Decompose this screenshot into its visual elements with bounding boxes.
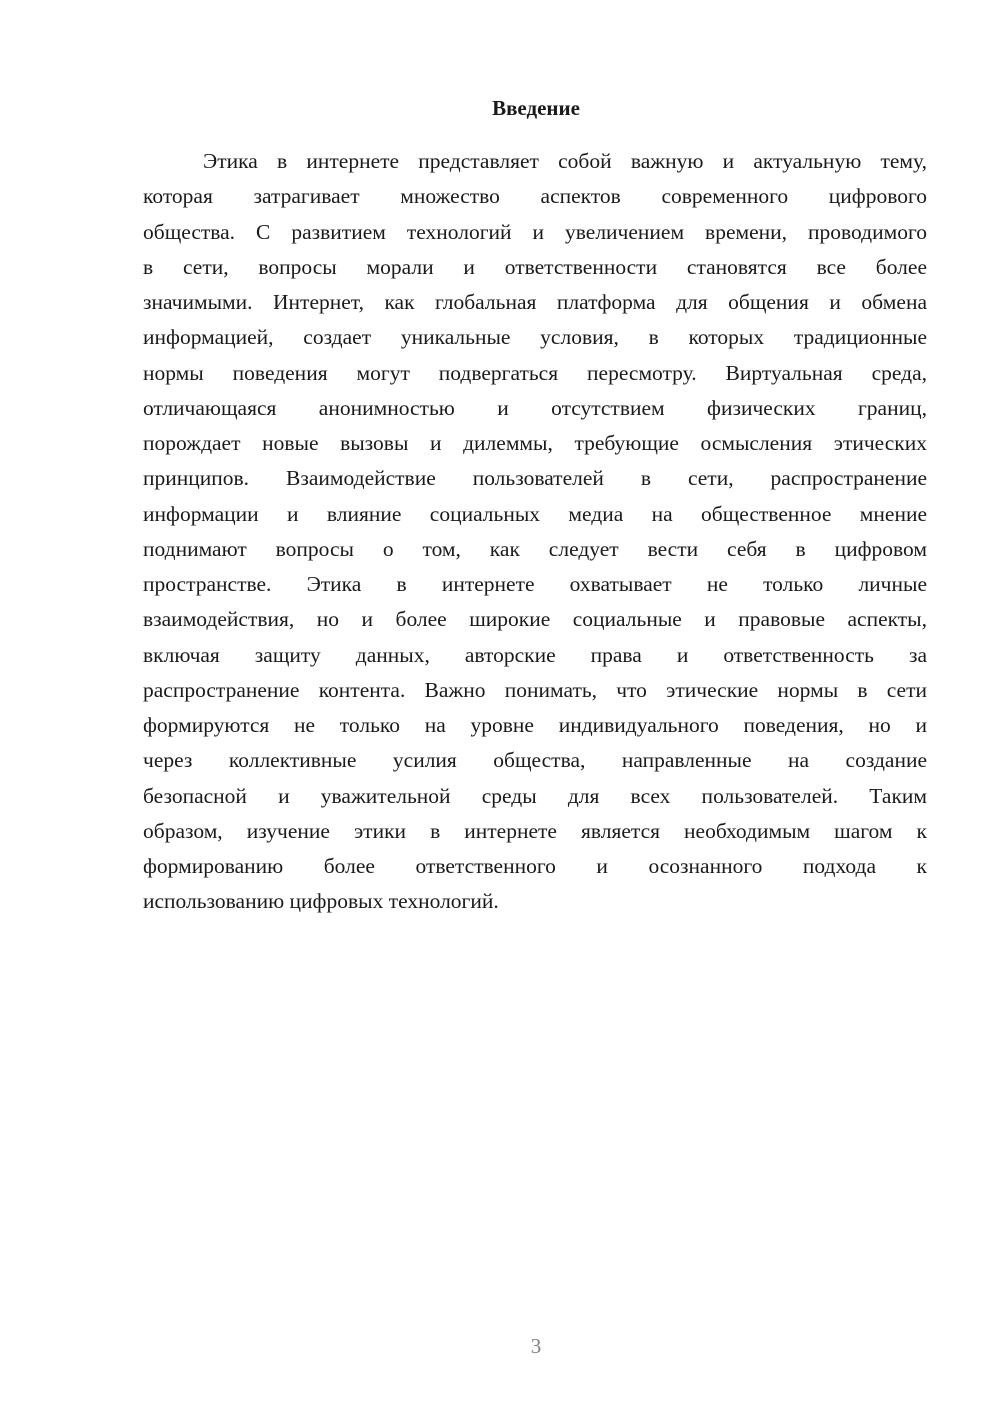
- paragraph-line: включая защиту данных, авторские права и ответственность за: [143, 642, 927, 667]
- paragraph-line: образом, изучение этики в интернете является необходимым шагом к: [143, 818, 927, 843]
- paragraph-line: Этика в интернете представляет собой важную и актуальную тему,: [203, 149, 927, 173]
- paragraph-line: принципов. Взаимодействие пользователей в сети, распространение: [143, 466, 927, 491]
- paragraph-line: порождает новые вызовы и дилеммы, требующие осмысления этических: [143, 431, 927, 455]
- paragraph-line: нормы поведения могут подвергаться пересмотру. Виртуальная среда,: [143, 360, 927, 385]
- paragraph-line: безопасной и уважительной среды для всех пользователей. Таким: [143, 783, 927, 808]
- section-heading: Введение: [492, 96, 580, 120]
- body-paragraph: [143, 144, 927, 920]
- paragraph-line: информацией, создает уникальные условия, в которых традиционные: [143, 325, 927, 350]
- paragraph-line: использованию цифровых технологий.: [143, 889, 499, 914]
- paragraph-line: через коллективные усилия общества, направленные на создание: [143, 748, 927, 773]
- paragraph-line: общества. С развитием технологий и увеличением времени, проводимого: [143, 219, 927, 244]
- paragraph-line: в сети, вопросы морали и ответственности становятся все более: [143, 254, 927, 279]
- paragraph-line: поднимают вопросы о том, как следует вести себя в цифровом: [143, 536, 927, 561]
- paragraph-line: информации и влияние социальных медиа на общественное мнение: [143, 501, 927, 526]
- paragraph-line: отличающаяся анонимностью и отсутствием физических границ,: [143, 395, 927, 420]
- paragraph-line: формируются не только на уровне индивидуального поведения, но и: [143, 713, 927, 737]
- paragraph-line: взаимодействия, но и более широкие социальные и правовые аспекты,: [143, 607, 927, 632]
- paragraph-line: значимыми. Интернет, как глобальная платформа для общения и обмена: [143, 290, 927, 314]
- paragraph-line: которая затрагивает множество аспектов современного цифрового: [143, 184, 927, 209]
- page-number: 3: [530, 1334, 542, 1358]
- paragraph-line: распространение контента. Важно понимать, что этические нормы в сети: [143, 677, 927, 702]
- paragraph-line: пространстве. Этика в интернете охватывает не только личные: [143, 572, 927, 596]
- paragraph-line: формированию более ответственного и осознанного подхода к: [143, 854, 927, 878]
